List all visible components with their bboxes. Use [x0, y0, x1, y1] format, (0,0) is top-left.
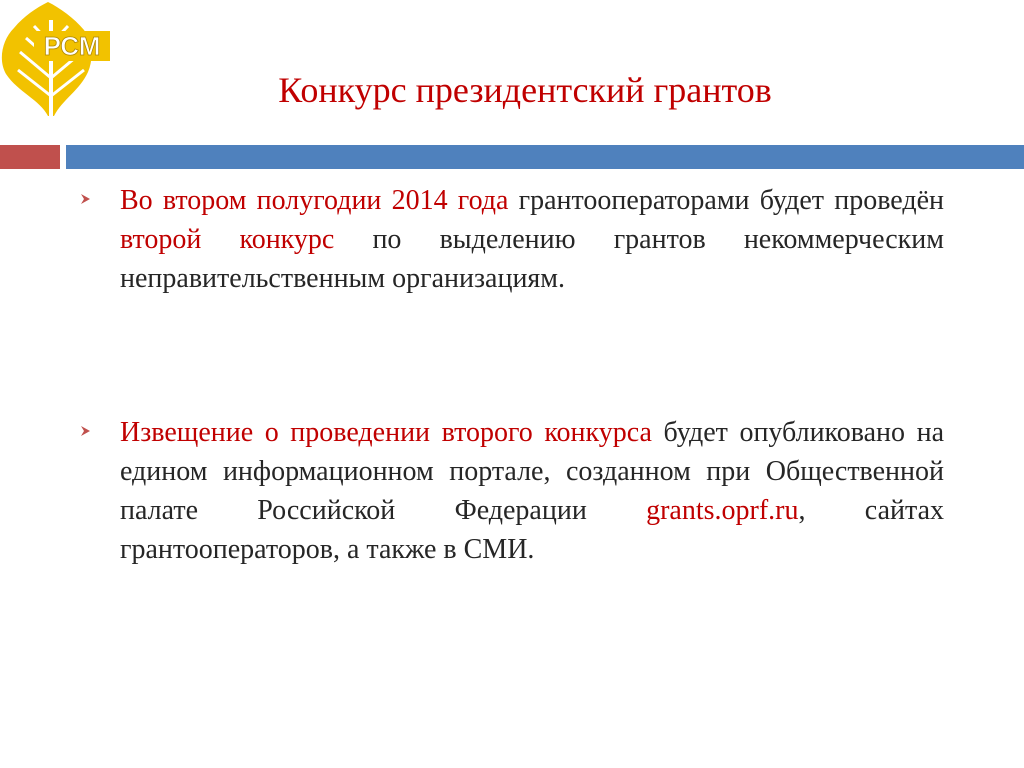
bullet-item-2: [74, 413, 944, 569]
link-text[interactable]: grants.oprf.ru: [646, 495, 799, 526]
arrow-bullet-icon: [80, 193, 92, 205]
arrow-bullet-icon: [80, 425, 92, 437]
highlight-text: второй конкурс: [120, 224, 335, 255]
body-text: , сайтах грантооператоров, а также в СМИ.: [120, 495, 944, 565]
bullet-text-1: [120, 181, 944, 298]
highlight-text: Во втором полугодии 2014 года: [120, 185, 509, 216]
body-text: будет опубликовано на едином информационном портале, созданном при Общественной палате Российской Федерации: [120, 417, 944, 526]
header-bar-red: [0, 145, 60, 169]
bullet-text-2: [120, 413, 944, 569]
header-bar-blue: [66, 145, 1024, 169]
body-text: грантооператорами будет проведён: [508, 185, 944, 216]
slide-title: Конкурс президентский грантов: [278, 70, 772, 110]
bullet-item-1: [74, 181, 944, 298]
body-text: по выделению грантов некоммерческим неправительственным организациям.: [120, 224, 944, 294]
highlight-text: Извещение о проведении второго конкурса: [120, 417, 652, 448]
svg-text:РСМ: РСМ: [43, 31, 101, 61]
